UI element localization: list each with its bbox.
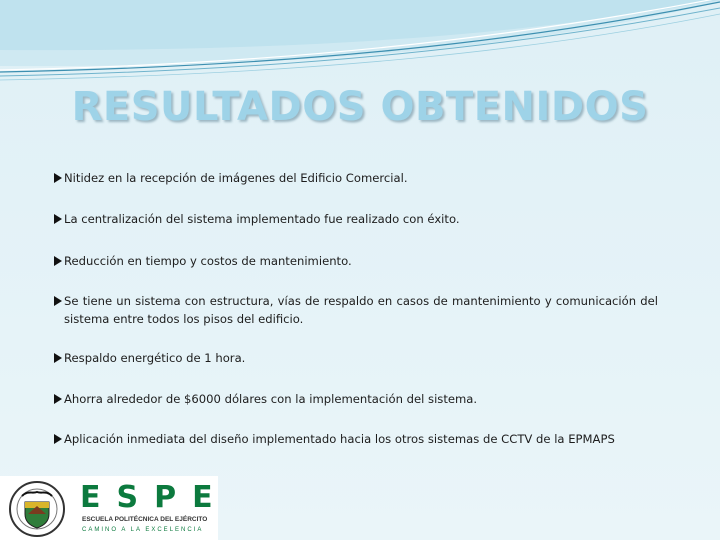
bullet-arrow-icon	[54, 173, 62, 183]
list-item-text: Aplicación inmediata del diseño implementado hacia los otros sistemas de CCTV de la EPMAPS	[64, 432, 615, 446]
list-item	[54, 390, 658, 408]
espe-brand: ESPE	[80, 480, 229, 515]
list-item-text: Respaldo energético de 1 hora.	[64, 351, 246, 365]
list-item-text: Nitidez en la recepción de imágenes del Edificio Comercial.	[64, 171, 408, 185]
list-item-text: Ahorra alrededor de $6000 dólares con la implementación del sistema.	[64, 392, 478, 406]
list-item	[54, 252, 658, 270]
bullet-arrow-icon	[54, 214, 62, 224]
list-item	[54, 430, 658, 448]
page-title: RESULTADOS OBTENIDOS	[71, 84, 649, 130]
list-item	[54, 349, 658, 367]
list-item-text: Se tiene un sistema con estructura, vías de respaldo en casos de mantenimiento y comunicación del sistema entre todos los pisos del edificio.	[64, 294, 658, 326]
list-item-text: Reducción en tiempo y costos de mantenimiento.	[64, 254, 352, 268]
espe-logo	[0, 476, 229, 540]
bullet-arrow-icon	[54, 296, 62, 306]
espe-seal-icon	[8, 480, 66, 538]
bullet-arrow-icon	[54, 256, 62, 266]
list-item	[54, 292, 658, 328]
bullet-arrow-icon	[54, 353, 62, 363]
results-list	[54, 0, 658, 540]
bullet-arrow-icon	[54, 394, 62, 404]
list-item	[54, 210, 658, 228]
bullet-arrow-icon	[54, 434, 62, 444]
list-item-text: La centralización del sistema implementado fue realizado con éxito.	[64, 212, 460, 226]
espe-subtitle: ESCUELA POLITÉCNICA DEL EJÉRCITO	[82, 516, 208, 523]
espe-motto: CAMINO A LA EXCELENCIA	[82, 527, 204, 533]
list-item	[54, 169, 658, 187]
